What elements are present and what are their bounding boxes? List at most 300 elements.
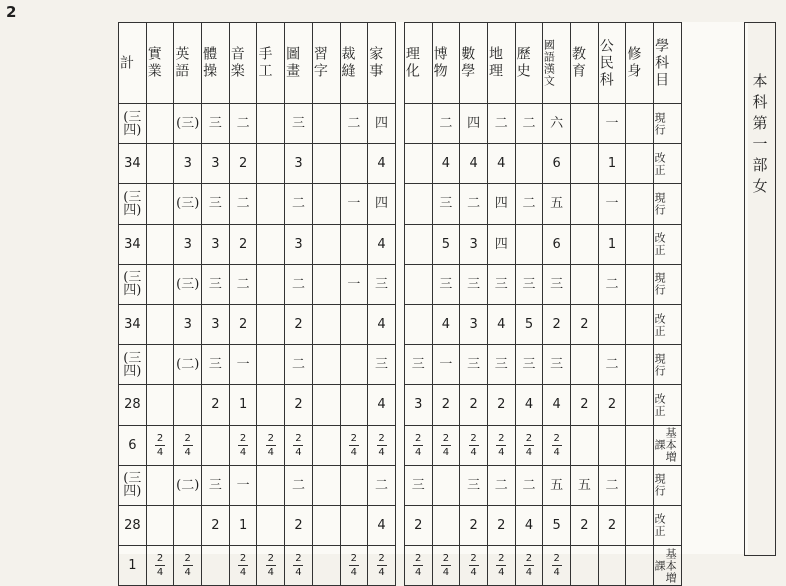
subject-label: 國語漢文 bbox=[542, 39, 556, 87]
fraction: 2 4 bbox=[378, 432, 385, 458]
value-cell: 1 bbox=[598, 224, 626, 264]
value-cell: (三四) bbox=[119, 264, 147, 304]
table-row bbox=[119, 465, 682, 505]
value-cell: 二 bbox=[229, 184, 257, 224]
value-cell: 6 bbox=[119, 425, 147, 465]
value-cell: 4 bbox=[487, 144, 515, 184]
curriculum-sheet bbox=[118, 22, 769, 584]
value-cell bbox=[487, 425, 515, 465]
value-cell: 6 bbox=[543, 224, 571, 264]
gap bbox=[395, 224, 404, 264]
value-cell bbox=[404, 224, 432, 264]
value-cell: 34 bbox=[119, 224, 147, 264]
gap bbox=[395, 345, 404, 385]
value-cell: 5 bbox=[543, 505, 571, 545]
header-4 bbox=[229, 23, 257, 104]
value-cell: 五 bbox=[571, 465, 599, 505]
fraction: 2 4 bbox=[553, 432, 560, 458]
value-cell: 三 bbox=[368, 345, 396, 385]
gap bbox=[395, 304, 404, 344]
value-cell: 一 bbox=[340, 264, 368, 304]
value-cell bbox=[515, 144, 543, 184]
fraction: 2 4 bbox=[415, 553, 422, 579]
value-cell: 2 bbox=[285, 505, 313, 545]
fraction: 2 4 bbox=[498, 432, 505, 458]
value-cell bbox=[432, 465, 460, 505]
table-row bbox=[119, 505, 682, 545]
value-cell bbox=[340, 304, 368, 344]
value-cell bbox=[543, 425, 571, 465]
value-cell bbox=[432, 546, 460, 586]
row-label bbox=[654, 104, 682, 144]
value-cell bbox=[257, 184, 285, 224]
value-cell: 2 bbox=[571, 505, 599, 545]
fraction: 2 4 bbox=[184, 553, 191, 579]
subject-label: 教育 bbox=[570, 46, 586, 80]
value-cell bbox=[257, 345, 285, 385]
value-cell: 五 bbox=[543, 184, 571, 224]
fraction: 2 4 bbox=[267, 432, 274, 458]
value-cell: 二 bbox=[432, 104, 460, 144]
value-cell: 二 bbox=[285, 264, 313, 304]
value-cell: 4 bbox=[515, 385, 543, 425]
value-cell: (三四) bbox=[119, 465, 147, 505]
value-cell: 4 bbox=[487, 304, 515, 344]
value-cell bbox=[146, 184, 174, 224]
value-cell bbox=[432, 425, 460, 465]
value-cell bbox=[626, 104, 654, 144]
value-cell: 2 bbox=[571, 385, 599, 425]
value-cell: 2 bbox=[487, 385, 515, 425]
gap bbox=[395, 505, 404, 545]
row-label-text: 現行 bbox=[653, 352, 667, 377]
value-cell bbox=[571, 104, 599, 144]
fraction: 2 4 bbox=[350, 432, 358, 458]
value-cell bbox=[340, 505, 368, 545]
header-r9 bbox=[654, 23, 682, 104]
fraction: 2 4 bbox=[470, 553, 477, 579]
value-cell: 4 bbox=[368, 385, 396, 425]
subject-label: 博物 bbox=[431, 46, 448, 80]
value-cell: 34 bbox=[119, 304, 147, 344]
value-cell bbox=[174, 546, 202, 586]
value-cell: 2 bbox=[229, 144, 257, 184]
header-0 bbox=[119, 23, 147, 104]
value-cell bbox=[146, 224, 174, 264]
gap bbox=[395, 184, 404, 224]
value-cell: (三四) bbox=[119, 104, 147, 144]
value-cell bbox=[146, 264, 174, 304]
gap bbox=[395, 425, 404, 465]
value-cell bbox=[146, 425, 174, 465]
value-cell bbox=[146, 385, 174, 425]
curriculum-table bbox=[118, 22, 682, 586]
value-cell: 4 bbox=[432, 144, 460, 184]
fraction: 2 4 bbox=[442, 553, 450, 579]
value-cell bbox=[626, 465, 654, 505]
fraction: 2 4 bbox=[295, 553, 302, 579]
value-cell bbox=[404, 184, 432, 224]
value-cell bbox=[146, 465, 174, 505]
row-label bbox=[654, 465, 682, 505]
value-cell: 1 bbox=[598, 144, 626, 184]
value-cell bbox=[598, 425, 626, 465]
value-cell: 4 bbox=[368, 144, 396, 184]
gap bbox=[395, 144, 404, 184]
value-cell bbox=[571, 144, 599, 184]
value-cell bbox=[312, 264, 340, 304]
value-cell bbox=[340, 385, 368, 425]
value-cell: 4 bbox=[543, 385, 571, 425]
value-cell bbox=[626, 505, 654, 545]
subject-label: 修身 bbox=[625, 46, 642, 80]
fraction: 2 4 bbox=[350, 553, 358, 579]
row-label-text: 改正 bbox=[653, 513, 667, 538]
header-r2 bbox=[460, 23, 488, 104]
value-cell bbox=[312, 224, 340, 264]
row-label bbox=[654, 144, 682, 184]
page-number: 2 bbox=[6, 3, 17, 21]
header-r4 bbox=[515, 23, 543, 104]
value-cell: 28 bbox=[119, 385, 147, 425]
value-cell: 三 bbox=[515, 345, 543, 385]
table-row bbox=[119, 304, 682, 344]
fraction: 2 4 bbox=[295, 432, 302, 458]
subject-label: 裁縫 bbox=[339, 46, 356, 80]
value-cell: 三 bbox=[432, 264, 460, 304]
value-cell: 28 bbox=[119, 505, 147, 545]
value-cell bbox=[312, 304, 340, 344]
value-cell bbox=[146, 304, 174, 344]
value-cell: 三 bbox=[368, 264, 396, 304]
row-label-text: 基本増課 bbox=[653, 427, 678, 464]
fraction: 2 4 bbox=[156, 432, 164, 458]
row-label-text: 現行 bbox=[653, 272, 667, 297]
value-cell: 二 bbox=[487, 465, 515, 505]
value-cell: 三 bbox=[202, 184, 230, 224]
value-cell: (三四) bbox=[119, 184, 147, 224]
value-cell bbox=[543, 546, 571, 586]
value-cell: 3 bbox=[460, 224, 488, 264]
value-cell: 二 bbox=[460, 184, 488, 224]
value-cell: 2 bbox=[598, 385, 626, 425]
value-cell bbox=[404, 264, 432, 304]
header-7 bbox=[312, 23, 340, 104]
row-label bbox=[654, 505, 682, 545]
value-cell bbox=[257, 465, 285, 505]
row-label bbox=[654, 546, 682, 586]
header-1 bbox=[146, 23, 174, 104]
value-cell: 三 bbox=[202, 264, 230, 304]
subject-label: 習字 bbox=[311, 46, 328, 80]
fraction: 2 4 bbox=[184, 432, 191, 458]
value-cell bbox=[515, 425, 543, 465]
value-cell bbox=[312, 465, 340, 505]
value-cell: 三 bbox=[543, 345, 571, 385]
fraction: 2 4 bbox=[470, 432, 477, 458]
value-cell: 2 bbox=[571, 304, 599, 344]
row-label-text: 改正 bbox=[653, 392, 667, 417]
value-cell bbox=[257, 144, 285, 184]
value-cell bbox=[432, 505, 460, 545]
subject-label: 英語 bbox=[173, 46, 190, 80]
value-cell bbox=[202, 425, 230, 465]
value-cell bbox=[340, 546, 368, 586]
table-row bbox=[119, 104, 682, 144]
gap bbox=[395, 546, 404, 586]
table-row bbox=[119, 144, 682, 184]
value-cell bbox=[404, 104, 432, 144]
value-cell: 5 bbox=[515, 304, 543, 344]
gap bbox=[395, 465, 404, 505]
value-cell bbox=[285, 546, 313, 586]
value-cell: 3 bbox=[202, 304, 230, 344]
value-cell: 3 bbox=[174, 304, 202, 344]
value-cell bbox=[340, 345, 368, 385]
value-cell: 六 bbox=[543, 104, 571, 144]
value-cell: 1 bbox=[119, 546, 147, 586]
value-cell: 3 bbox=[174, 224, 202, 264]
value-cell bbox=[626, 144, 654, 184]
header-r0 bbox=[404, 23, 432, 104]
value-cell bbox=[571, 546, 599, 586]
value-cell: 4 bbox=[368, 304, 396, 344]
value-cell bbox=[257, 104, 285, 144]
value-cell: 三 bbox=[543, 264, 571, 304]
value-cell bbox=[257, 224, 285, 264]
value-cell: 四 bbox=[487, 224, 515, 264]
value-cell bbox=[340, 425, 368, 465]
value-cell bbox=[146, 505, 174, 545]
subject-label: 計 bbox=[118, 54, 134, 72]
header-5 bbox=[257, 23, 285, 104]
fraction: 2 4 bbox=[239, 553, 247, 579]
value-cell bbox=[229, 425, 257, 465]
subject-label: 手工 bbox=[256, 46, 273, 80]
value-cell: 四 bbox=[460, 104, 488, 144]
value-cell: 二 bbox=[598, 465, 626, 505]
value-cell: 三 bbox=[460, 345, 488, 385]
value-cell: 二 bbox=[515, 184, 543, 224]
row-label-text: 現行 bbox=[653, 111, 667, 136]
value-cell bbox=[312, 345, 340, 385]
subject-label: 體操 bbox=[201, 46, 218, 80]
value-cell bbox=[312, 385, 340, 425]
fraction: 2 4 bbox=[442, 432, 450, 458]
value-cell: 一 bbox=[432, 345, 460, 385]
value-cell: 三 bbox=[404, 345, 432, 385]
value-cell: 3 bbox=[285, 144, 313, 184]
table-row bbox=[119, 546, 682, 586]
table-row bbox=[119, 385, 682, 425]
value-cell bbox=[368, 546, 396, 586]
value-cell: 四 bbox=[368, 104, 396, 144]
row-label-text: 改正 bbox=[653, 232, 667, 257]
value-cell bbox=[487, 546, 515, 586]
fraction: 2 4 bbox=[553, 553, 560, 579]
value-cell bbox=[460, 546, 488, 586]
value-cell bbox=[571, 224, 599, 264]
gap bbox=[395, 104, 404, 144]
table-row bbox=[119, 345, 682, 385]
value-cell bbox=[312, 104, 340, 144]
value-cell: (三四) bbox=[119, 345, 147, 385]
fraction: 2 4 bbox=[156, 553, 164, 579]
value-cell bbox=[174, 505, 202, 545]
value-cell: 二 bbox=[598, 345, 626, 385]
value-cell bbox=[598, 304, 626, 344]
value-cell bbox=[626, 385, 654, 425]
value-cell: 2 bbox=[229, 224, 257, 264]
row-label-text: 基本増課 bbox=[653, 547, 678, 584]
value-cell: 二 bbox=[515, 465, 543, 505]
value-cell bbox=[460, 425, 488, 465]
value-cell bbox=[312, 184, 340, 224]
value-cell: 6 bbox=[543, 144, 571, 184]
value-cell: 2 bbox=[285, 385, 313, 425]
row-label-text: 現行 bbox=[653, 191, 667, 216]
value-cell bbox=[257, 425, 285, 465]
value-cell bbox=[312, 546, 340, 586]
value-cell: 2 bbox=[487, 505, 515, 545]
value-cell bbox=[312, 505, 340, 545]
row-label bbox=[654, 425, 682, 465]
value-cell: 1 bbox=[229, 385, 257, 425]
value-cell: 二 bbox=[598, 264, 626, 304]
table-row bbox=[119, 264, 682, 304]
value-cell: 四 bbox=[487, 184, 515, 224]
value-cell: 3 bbox=[174, 144, 202, 184]
value-cell: 二 bbox=[229, 104, 257, 144]
row-label bbox=[654, 304, 682, 344]
value-cell: 三 bbox=[202, 465, 230, 505]
value-cell bbox=[174, 425, 202, 465]
row-label-text: 改正 bbox=[653, 151, 667, 176]
subject-label: 理化 bbox=[403, 46, 420, 80]
value-cell bbox=[340, 465, 368, 505]
header-9 bbox=[368, 23, 396, 104]
value-cell bbox=[257, 385, 285, 425]
value-cell bbox=[571, 345, 599, 385]
value-cell bbox=[257, 264, 285, 304]
value-cell: 2 bbox=[460, 385, 488, 425]
value-cell bbox=[146, 345, 174, 385]
value-cell: 2 bbox=[202, 505, 230, 545]
value-cell bbox=[571, 264, 599, 304]
value-cell: 2 bbox=[543, 304, 571, 344]
value-cell: 2 bbox=[598, 505, 626, 545]
subject-label: 歷史 bbox=[514, 46, 531, 80]
value-cell bbox=[404, 425, 432, 465]
row-label bbox=[654, 385, 682, 425]
value-cell: 5 bbox=[432, 224, 460, 264]
fraction: 2 4 bbox=[525, 553, 533, 579]
value-cell: 二 bbox=[285, 184, 313, 224]
value-cell: 三 bbox=[460, 465, 488, 505]
value-cell bbox=[146, 104, 174, 144]
subject-label: 公民科 bbox=[597, 37, 614, 89]
value-cell bbox=[312, 425, 340, 465]
value-cell bbox=[626, 546, 654, 586]
value-cell bbox=[598, 546, 626, 586]
value-cell: 4 bbox=[368, 224, 396, 264]
value-cell bbox=[404, 144, 432, 184]
value-cell bbox=[515, 546, 543, 586]
value-cell: 2 bbox=[404, 505, 432, 545]
value-cell: 3 bbox=[404, 385, 432, 425]
value-cell bbox=[312, 144, 340, 184]
subject-label: 實業 bbox=[145, 46, 162, 80]
value-cell: 4 bbox=[460, 144, 488, 184]
table-row bbox=[119, 184, 682, 224]
value-cell: 二 bbox=[285, 465, 313, 505]
value-cell: (二) bbox=[174, 465, 202, 505]
value-cell: (三) bbox=[174, 104, 202, 144]
gap bbox=[395, 264, 404, 304]
row-label-text: 改正 bbox=[653, 312, 667, 337]
fraction: 2 4 bbox=[498, 553, 505, 579]
title-column bbox=[744, 22, 776, 556]
value-cell bbox=[626, 184, 654, 224]
value-cell: 2 bbox=[460, 505, 488, 545]
row-label bbox=[654, 264, 682, 304]
table-row bbox=[119, 425, 682, 465]
value-cell bbox=[626, 264, 654, 304]
header-r6 bbox=[571, 23, 599, 104]
header-3 bbox=[202, 23, 230, 104]
value-cell bbox=[515, 224, 543, 264]
value-cell: 2 bbox=[229, 304, 257, 344]
subject-label: 圖畫 bbox=[284, 46, 301, 80]
value-cell: 一 bbox=[598, 184, 626, 224]
header-r3 bbox=[487, 23, 515, 104]
value-cell: 4 bbox=[515, 505, 543, 545]
subject-label: 音楽 bbox=[228, 46, 245, 80]
value-cell: 二 bbox=[229, 264, 257, 304]
table-title: 本科第一部女 bbox=[750, 73, 769, 199]
value-cell: 二 bbox=[368, 465, 396, 505]
value-cell: 二 bbox=[487, 104, 515, 144]
row-label bbox=[654, 345, 682, 385]
fraction: 2 4 bbox=[267, 553, 274, 579]
value-cell bbox=[404, 304, 432, 344]
value-cell bbox=[626, 425, 654, 465]
value-cell: 一 bbox=[340, 184, 368, 224]
value-cell bbox=[571, 425, 599, 465]
subject-label: 地理 bbox=[486, 46, 503, 80]
value-cell bbox=[571, 184, 599, 224]
value-cell bbox=[146, 546, 174, 586]
value-cell: 三 bbox=[487, 264, 515, 304]
value-cell: 一 bbox=[229, 345, 257, 385]
value-cell bbox=[404, 546, 432, 586]
value-cell: 3 bbox=[285, 224, 313, 264]
header-r8 bbox=[626, 23, 654, 104]
value-cell: (三) bbox=[174, 264, 202, 304]
header-r5 bbox=[543, 23, 571, 104]
row-label bbox=[654, 224, 682, 264]
value-cell bbox=[174, 385, 202, 425]
value-cell bbox=[340, 224, 368, 264]
value-cell: 2 bbox=[285, 304, 313, 344]
row-label bbox=[654, 184, 682, 224]
value-cell: 三 bbox=[432, 184, 460, 224]
value-cell: 一 bbox=[598, 104, 626, 144]
fraction: 2 4 bbox=[415, 432, 422, 458]
value-cell bbox=[626, 345, 654, 385]
value-cell: (二) bbox=[174, 345, 202, 385]
value-cell: (三) bbox=[174, 184, 202, 224]
